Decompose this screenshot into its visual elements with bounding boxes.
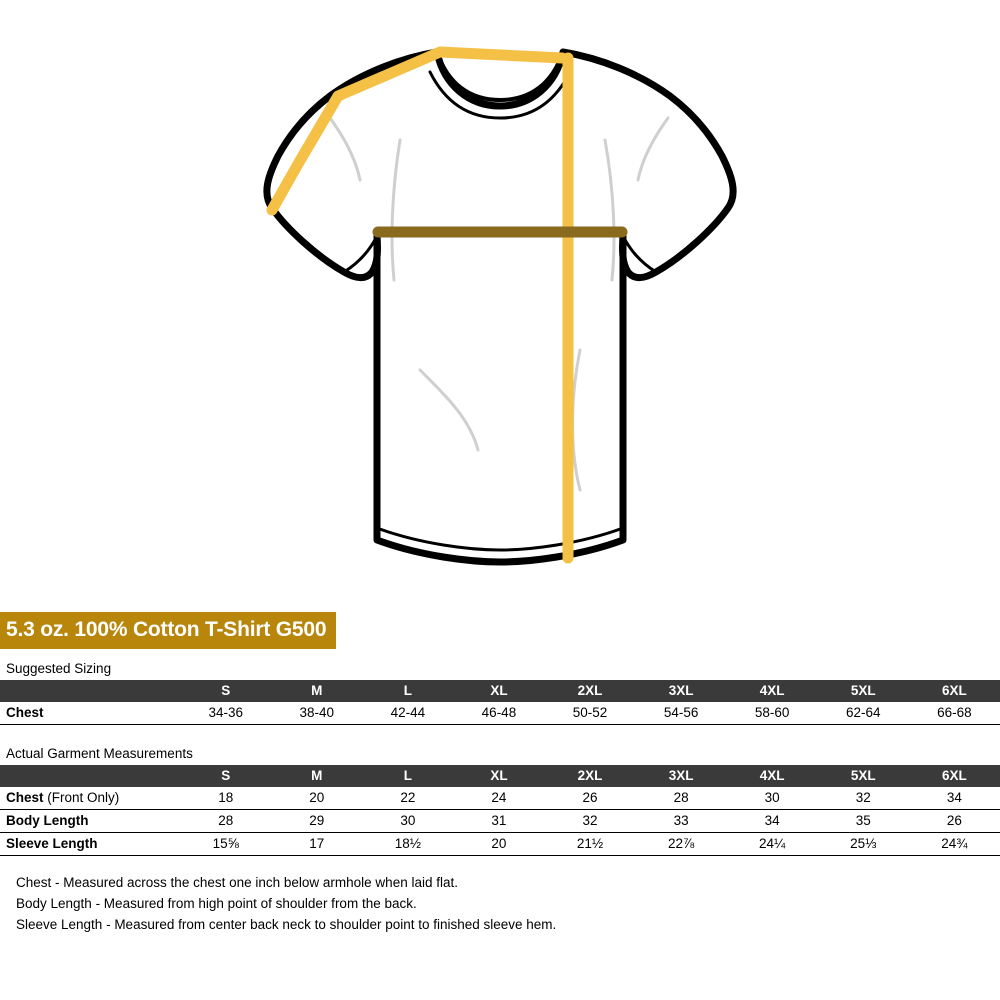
- table-cell: 34: [727, 810, 818, 833]
- column-header: 5XL: [850, 768, 876, 783]
- measurement-notes: [16, 872, 556, 935]
- table-cell: 66-68: [909, 702, 1000, 725]
- page-title: 5.3 oz. 100% Cotton T-Shirt G500: [0, 612, 336, 649]
- column-header: 3XL: [668, 683, 694, 698]
- column-header: L: [403, 768, 412, 783]
- table-row: [0, 702, 1000, 725]
- row-label: Chest: [0, 702, 180, 725]
- table-cell: 34-36: [180, 702, 271, 725]
- table-cell: 26: [544, 787, 635, 810]
- column-header: 3XL: [668, 768, 694, 783]
- table-cell: 30: [727, 787, 818, 810]
- table-cell: 20: [453, 833, 544, 856]
- table-cell: 58-60: [727, 702, 818, 725]
- table-cell: 22⅞: [636, 833, 727, 856]
- table-cell: 28: [180, 810, 271, 833]
- note-chest: Chest - Measured across the chest one inch below armhole when laid flat.: [16, 875, 458, 890]
- column-header: 4XL: [759, 768, 785, 783]
- table-cell: 33: [636, 810, 727, 833]
- table-cell: 32: [818, 787, 909, 810]
- table-cell: 38-40: [271, 702, 362, 725]
- column-header: L: [403, 683, 412, 698]
- table-cell: 15⅝: [180, 833, 271, 856]
- column-header: S: [221, 768, 231, 783]
- table-cell: 42-44: [362, 702, 453, 725]
- table-cell: 24¼: [727, 833, 818, 856]
- suggested-sizing-table: [0, 680, 1000, 725]
- note-sleeve-length: Sleeve Length - Measured from center back neck to shoulder point to finished sleeve hem.: [16, 917, 557, 932]
- column-header: 5XL: [850, 683, 876, 698]
- column-header: [0, 765, 180, 787]
- table-cell: 62-64: [818, 702, 909, 725]
- table-cell: 54-56: [636, 702, 727, 725]
- table-cell: 34: [909, 787, 1000, 810]
- column-header: [0, 680, 180, 702]
- actual-measurements-table: [0, 765, 1000, 856]
- table-cell: 20: [271, 787, 362, 810]
- table-cell: 30: [362, 810, 453, 833]
- row-label: Body Length: [0, 810, 180, 833]
- table-cell: 50-52: [544, 702, 635, 725]
- actual-measurements-label: Actual Garment Measurements: [6, 746, 193, 761]
- table-cell: 32: [544, 810, 635, 833]
- suggested-sizing-label: Suggested Sizing: [6, 661, 112, 676]
- column-header: M: [311, 683, 323, 698]
- table-cell: 22: [362, 787, 453, 810]
- column-header: M: [311, 768, 323, 783]
- column-header: S: [221, 683, 231, 698]
- table-cell: 29: [271, 810, 362, 833]
- table-cell: 18½: [362, 833, 453, 856]
- table-row: [0, 787, 1000, 810]
- table-cell: 46-48: [453, 702, 544, 725]
- table-cell: 25⅓: [818, 833, 909, 856]
- column-header: XL: [490, 683, 508, 698]
- table-cell: 17: [271, 833, 362, 856]
- note-body-length: Body Length - Measured from high point of shoulder from the back.: [16, 896, 417, 911]
- table-row: [0, 810, 1000, 833]
- column-header: XL: [490, 768, 508, 783]
- table-cell: 26: [909, 810, 1000, 833]
- table-cell: 35: [818, 810, 909, 833]
- column-header: 4XL: [759, 683, 785, 698]
- table-cell: 24: [453, 787, 544, 810]
- table-cell: 21½: [544, 833, 635, 856]
- row-label: Chest (Front Only): [0, 787, 180, 810]
- column-header: 2XL: [577, 768, 603, 783]
- column-header: 2XL: [577, 683, 603, 698]
- table-cell: 24¾: [909, 833, 1000, 856]
- table-cell: 31: [453, 810, 544, 833]
- row-label: Sleeve Length: [0, 833, 180, 856]
- table-header-row: [0, 765, 1000, 787]
- table-cell: 28: [636, 787, 727, 810]
- column-header: 6XL: [942, 683, 967, 698]
- column-header: 6XL: [942, 768, 967, 783]
- table-row: [0, 833, 1000, 856]
- table-cell: 18: [180, 787, 271, 810]
- table-header-row: [0, 680, 1000, 702]
